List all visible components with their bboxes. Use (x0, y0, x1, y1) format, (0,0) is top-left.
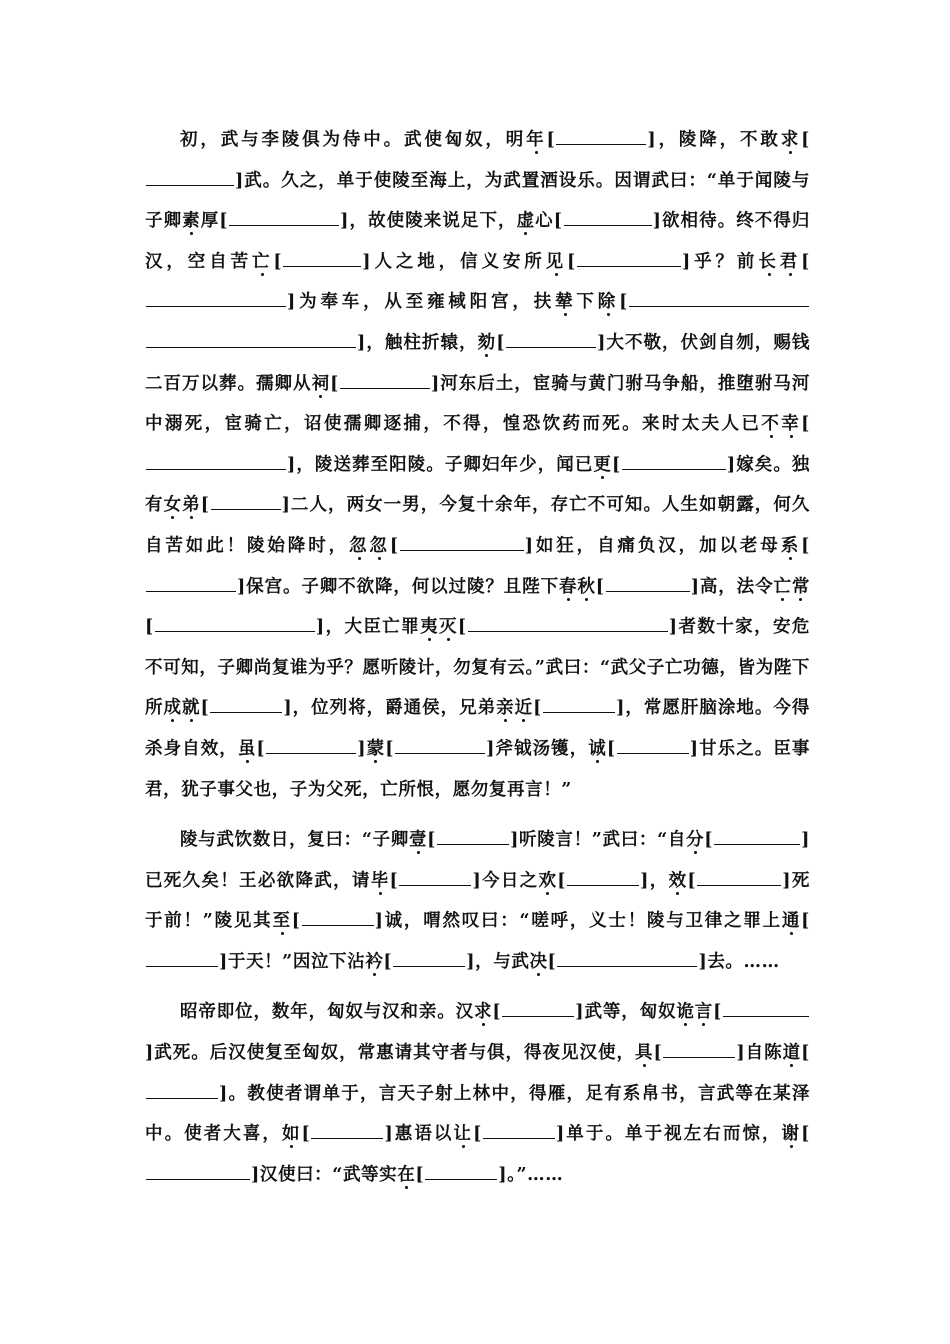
text-run: 昭帝即位，数年，匈奴与汉和亲。汉 (180, 1002, 475, 1023)
dotted-keyword: 求 (474, 1002, 493, 1023)
dotted-keyword: 秋 (577, 576, 596, 597)
text-run: [ (301, 1124, 311, 1145)
dotted-keyword: 道 (782, 1043, 802, 1064)
text-run: [ (687, 870, 697, 891)
text-run: [ (330, 373, 339, 394)
text-run: ]去。…… (698, 951, 780, 972)
answer-blank[interactable] (146, 952, 218, 967)
text-run: [ (801, 130, 811, 150)
text-run: [ (291, 911, 301, 932)
dotted-keyword: 年 (526, 130, 547, 150)
dotted-keyword: 素 (182, 211, 201, 232)
text-run: ]保宫。子卿不欲降，何以过陵？且陛下 (237, 576, 559, 597)
dotted-keyword: 效 (668, 870, 688, 891)
text-run: ] (357, 738, 367, 759)
text-run: [ (533, 698, 543, 719)
dotted-keyword: 忽 (349, 535, 370, 556)
text-run: ]，位列将，爵通侯，兄弟 (283, 698, 497, 719)
text-run: ]，陵降，不敢 (647, 130, 781, 150)
dotted-keyword: 见 (545, 251, 568, 272)
answer-blank[interactable] (697, 871, 781, 886)
answer-blank[interactable] (543, 698, 615, 713)
text-run: ]已死久矣！王必欲降武，请 (145, 830, 810, 891)
dotted-keyword: 虽 (237, 738, 257, 759)
text-run: ]于天！”因泣下沾 (219, 951, 366, 972)
dotted-keyword: 就 (182, 698, 201, 719)
text-run: ]为奉车，从至雍棫阳宫，扶 (287, 292, 556, 313)
dotted-keyword: 如 (281, 1124, 302, 1145)
passage-body (145, 120, 810, 1195)
text-run: ]， (640, 870, 669, 891)
answer-blank[interactable] (714, 830, 800, 845)
answer-blank[interactable] (502, 1002, 574, 1017)
answer-blank[interactable] (483, 1124, 555, 1139)
answer-blank[interactable] (146, 1165, 250, 1180)
text-run: ]河东后土，宦骑与黄门驸马争船，推堕驸马河中溺死，宦骑亡，诏使孺卿逐捕，不得，惶恐饮药而死。来时太夫人已 (145, 373, 810, 435)
text-run: 下 (576, 292, 598, 313)
text-run: ]。”…… (498, 1164, 564, 1185)
dotted-keyword: 灭 (438, 617, 458, 638)
dotted-keyword: 成 (163, 698, 182, 719)
text-run: ]今日之 (472, 870, 539, 891)
answer-blank[interactable] (211, 495, 281, 510)
answer-blank[interactable] (283, 252, 361, 267)
text-run: [ (273, 251, 283, 272)
text-run: ]斧钺汤镬， (486, 738, 589, 759)
text-run: ]嫁矣。独有 (145, 454, 810, 516)
dotted-keyword: 诚 (588, 738, 607, 759)
text-run: [ (801, 251, 811, 272)
text-run: [ (389, 535, 399, 556)
answer-blank[interactable] (606, 577, 690, 592)
answer-blank[interactable] (146, 455, 286, 470)
text-run: ]二人，两女一男，今复十余年，存亡不可知。人生如朝露，何久自苦如此！陵始降时， (145, 495, 810, 556)
answer-blank[interactable] (437, 830, 509, 845)
dotted-keyword: 欢 (538, 870, 558, 891)
text-run: ]武等，匈奴 (575, 1002, 677, 1023)
answer-blank[interactable] (564, 211, 652, 226)
text-run: [ (557, 870, 567, 891)
answer-blank[interactable] (468, 617, 668, 632)
answer-blank[interactable] (567, 871, 639, 886)
answer-blank[interactable] (577, 252, 681, 267)
dotted-keyword: 诡 (676, 1002, 695, 1023)
answer-blank[interactable] (311, 1124, 383, 1139)
text-run: [ (653, 1043, 663, 1064)
paragraph-gap (145, 982, 810, 992)
dotted-keyword: 求 (780, 130, 802, 150)
text-run: [ (611, 454, 621, 475)
dotted-keyword: 壹 (408, 830, 428, 851)
dotted-keyword: 劾 (477, 332, 497, 353)
dotted-keyword: 亡 (773, 576, 792, 597)
answer-blank[interactable] (146, 577, 236, 592)
text-run: [ (801, 414, 810, 435)
text-run: ]听陵言！”武曰：“自 (510, 830, 687, 851)
answer-blank[interactable] (617, 739, 689, 754)
text-run: [ (457, 617, 467, 638)
text-run: [ (496, 332, 506, 353)
paragraph (145, 992, 810, 1195)
dotted-keyword: 系 (780, 535, 802, 556)
dotted-keyword: 分 (686, 830, 705, 851)
dotted-keyword: 长 (758, 251, 780, 272)
text-run: [ (389, 870, 399, 891)
text-run: ]武死。后汉使复至匈奴，常惠请其守者与俱，得夜见汉使， (145, 1043, 635, 1064)
dotted-keyword: 具 (634, 1043, 654, 1064)
dotted-keyword: 蒙 (366, 738, 386, 759)
answer-blank[interactable] (400, 536, 524, 551)
paragraph (145, 120, 810, 810)
dotted-keyword: 通 (781, 911, 802, 932)
answer-blank[interactable] (556, 130, 646, 145)
text-run: [ (606, 738, 616, 759)
dotted-keyword: 让 (453, 1124, 474, 1145)
text-run: [ (595, 576, 605, 597)
paragraph-gap (145, 810, 810, 820)
text-run: 厚[ (200, 211, 229, 232)
text-run: [ (546, 130, 556, 150)
answer-blank[interactable] (229, 211, 339, 226)
text-run: ]，故使陵来说足下， (340, 211, 517, 232)
text-run: 陵与武饮数日，复曰：“子卿 (180, 830, 409, 851)
answer-blank[interactable] (146, 1084, 218, 1099)
text-run: ]汉使曰：“武等实 (251, 1164, 398, 1185)
answer-blank[interactable] (622, 455, 726, 470)
answer-blank[interactable] (395, 739, 485, 754)
dotted-keyword: 常 (791, 576, 810, 597)
text-run: ]死于前！”陵见其 (145, 870, 810, 932)
answer-blank[interactable] (302, 911, 374, 926)
text-run: ]人之地，信义安所 (362, 251, 546, 272)
text-run: ]惠语以 (384, 1124, 454, 1145)
dotted-keyword: 毕 (370, 870, 390, 891)
answer-blank[interactable] (506, 333, 596, 348)
dotted-keyword: 言 (694, 1002, 714, 1023)
answer-blank[interactable] (266, 739, 356, 754)
dotted-keyword: 虚 (516, 211, 536, 232)
dotted-keyword: 幸 (781, 414, 802, 435)
dotted-keyword: 谢 (781, 1124, 802, 1145)
text-run: ]乎？前 (681, 251, 759, 272)
dotted-keyword: 亡 (251, 251, 274, 272)
text-run: 心[ (535, 211, 563, 232)
text-run: [ (385, 738, 395, 759)
answer-blank[interactable] (629, 292, 809, 307)
text-run: [ (427, 830, 437, 851)
text-run: ]自陈 (736, 1043, 783, 1064)
answer-blank[interactable] (393, 952, 465, 967)
answer-blank[interactable] (155, 617, 315, 632)
answer-blank[interactable] (425, 1165, 497, 1180)
dotted-keyword: 春 (558, 576, 578, 597)
answer-blank[interactable] (146, 333, 356, 348)
answer-blank[interactable] (210, 698, 282, 713)
text-run: ]单于。单于视左右而惊， (555, 1124, 782, 1145)
dotted-keyword: 女 (163, 495, 183, 516)
text-run: [ (801, 1124, 810, 1145)
text-run: ]如狂，自痛负汉，加以老母 (524, 535, 781, 556)
text-run: ]高，法令 (690, 576, 774, 597)
answer-blank[interactable] (399, 871, 471, 886)
text-run: [ (801, 911, 811, 932)
text-run: ]，大臣亡罪 (315, 617, 421, 638)
dotted-keyword: 忽 (369, 535, 390, 556)
dotted-keyword: 夷 (420, 617, 439, 638)
text-run: [ (492, 1002, 502, 1023)
dotted-keyword: 至 (272, 911, 292, 932)
text-run: ]，陵送葬至阳陵。子卿妇年少，闻已 (287, 454, 594, 475)
text-run: ]武。久之，单于使陵至海上，为武置酒设乐。因谓武曰：“单于闻陵与子卿 (145, 170, 810, 232)
dotted-keyword: 祠 (311, 373, 331, 394)
dotted-keyword: 在 (397, 1164, 416, 1185)
dotted-keyword: 近 (514, 698, 534, 719)
text-run: [ (619, 292, 628, 313)
dotted-keyword: 辇 (555, 292, 577, 313)
text-run: [ (415, 1164, 425, 1185)
text-run: [ (383, 951, 393, 972)
text-run: [ (256, 738, 266, 759)
answer-blank[interactable] (557, 952, 697, 967)
dotted-keyword: 不 (761, 414, 782, 435)
text-run: [ (801, 1043, 810, 1064)
text-run: [ (567, 251, 576, 272)
dotted-keyword: 更 (593, 454, 612, 475)
dotted-keyword: 除 (597, 292, 620, 313)
dotted-keyword: 君 (779, 251, 802, 272)
text-run: ]甘乐之。臣事君，犹子事父也，子为父死，亡所恨，愿勿复再言！” (145, 738, 811, 800)
text-run: ]欲相待。终不得归汉，空自苦 (145, 211, 811, 272)
text-run: 初，武与李陵俱为侍中。武使匈奴，明 (180, 130, 527, 150)
text-run: [ (145, 617, 154, 638)
text-run: ]，常愿肝脑涂地。今得杀身自效， (145, 698, 810, 759)
text-run: [ (713, 1002, 723, 1023)
text-run: ]者数十家，安危不可知，子卿尚复谁为乎？愿听陵计，勿复有云。”武曰：“武父子亡功德，皆为陛下所 (145, 617, 810, 719)
text-run: [ (200, 495, 210, 516)
text-run: [ (801, 535, 810, 556)
answer-blank[interactable] (723, 1002, 809, 1017)
answer-blank[interactable] (146, 171, 234, 186)
paragraph (145, 820, 810, 982)
text-run: [ (473, 1124, 482, 1145)
answer-blank[interactable] (146, 292, 286, 307)
text-run: [ (547, 951, 557, 972)
text-run: ]，与武 (466, 951, 530, 972)
answer-blank[interactable] (663, 1043, 735, 1058)
text-run: [ (704, 830, 714, 851)
text-run: ]诚，喟然叹曰：“嗟呼，义士！陵与卫律之罪上 (374, 911, 782, 932)
text-run: [ (200, 698, 210, 719)
dotted-keyword: 衿 (365, 951, 384, 972)
text-run: ]，触柱折辕， (357, 332, 478, 353)
answer-blank[interactable] (340, 374, 430, 389)
dotted-keyword: 决 (529, 951, 548, 972)
text-run: ]大不敬，伏剑自刎，赐钱二百万以葬。孺卿从 (145, 332, 810, 394)
dotted-keyword: 亲 (496, 698, 515, 719)
text-run: ]。教使者谓单于，言天子射上林中，得雁，足有系帛书，言武等在某泽中。使者大喜， (145, 1083, 810, 1145)
dotted-keyword: 弟 (182, 495, 201, 516)
